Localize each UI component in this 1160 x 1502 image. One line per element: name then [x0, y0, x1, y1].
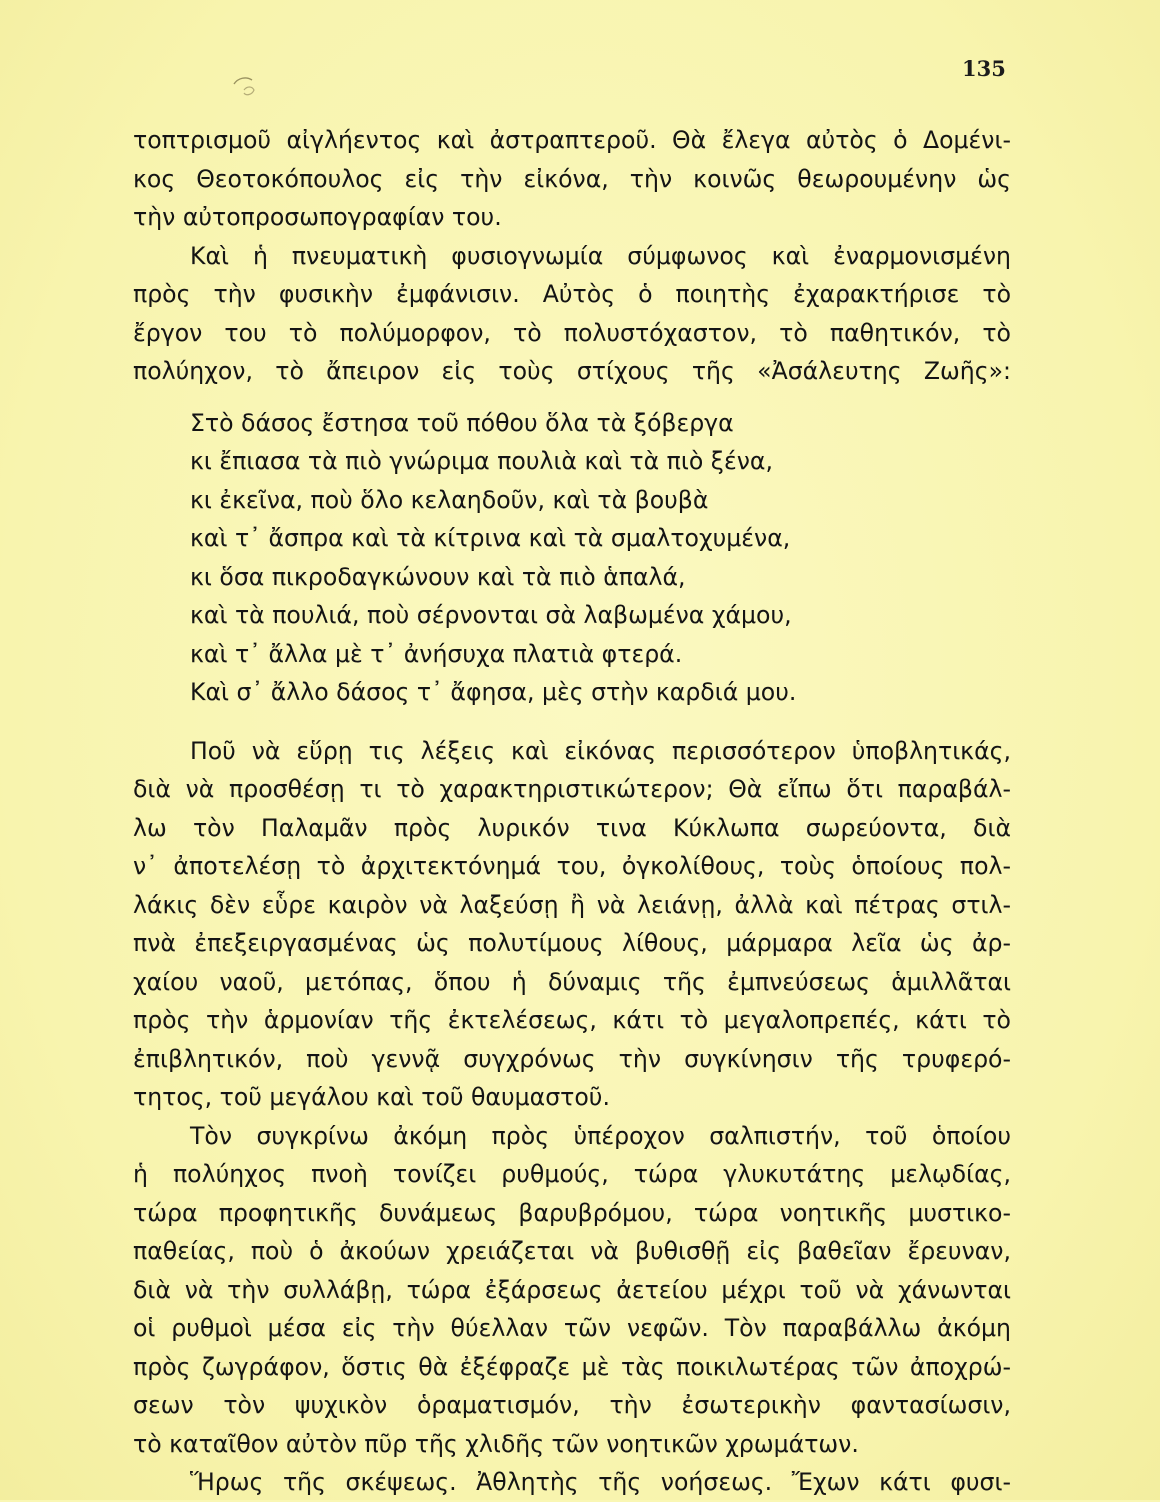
text-line: Τὸν συγκρίνω ἀκόμη πρὸς ὑπέροχον σαλπιστήν, τοῦ ὁποίου [190, 1121, 1011, 1150]
text-line: Καὶ ἡ πνευματικὴ φυσιογνωμία σύμφωνος καὶ ἐναρμονισμένη [190, 241, 1011, 270]
text-line: χαίου ναοῦ, μετόπας, ὅπου ἡ δύναμις τῆς ἐμπνεύσεως ἁμιλλᾶται [133, 967, 1011, 996]
text-line: τὸ καταῖθον αὐτὸν πῦρ τῆς χλιδῆς τῶν νοητικῶν χρωμάτων. [133, 1429, 859, 1458]
text-line: τὴν αὐτοπροσωπογραφίαν του. [133, 203, 502, 231]
text-line: ἐπιβλητικόν, ποὺ γεννᾷ συγχρόνως τὴν συγκίνησιν τῆς τρυφερό- [133, 1044, 1011, 1073]
text-line: λάκις δὲν εὗρε καιρὸν νὰ λαξεύσῃ ἢ νὰ λειάνῃ, ἀλλὰ καὶ πέτρας στιλ- [133, 890, 1011, 919]
text-line: πρὸς τὴν φυσικὴν ἐμφάνισιν. Αὐτὸς ὁ ποιητὴς ἐχαρακτήρισε τὸ [133, 280, 1011, 308]
verse-line: κι ὅσα πικροδαγκώνουν καὶ τὰ πιὸ ἁπαλά, [190, 562, 686, 591]
text-line: διὰ νὰ προσθέσῃ τι τὸ χαρακτηριστικώτερον; Θὰ εἴπω ὅτι παραβάλ- [133, 775, 1011, 803]
text-line: διὰ νὰ τὴν συλλάβῃ, τώρα ἐξάρσεως ἀετείου μέχρι τοῦ νὰ χάνωνται [133, 1275, 1011, 1304]
verse-line: καὶ τ᾽ ἄλλα μὲ τ᾽ ἀνήσυχα πλατιὰ φτερά. [190, 639, 683, 668]
text-line: κος Θεοτοκόπουλος εἰς τὴν εἰκόνα, τὴν κοινῶς θεωρουμένην ὡς [133, 164, 1011, 193]
text-line: τητος, τοῦ μεγάλου καὶ τοῦ θαυμαστοῦ. [133, 1083, 610, 1111]
verse-line: καὶ τὰ πουλιά, ποὺ σέρνονται σὰ λαβωμένα χάμου, [190, 601, 792, 629]
verse-line: Καὶ σ᾽ ἄλλο δάσος τ᾽ ἄφησα, μὲς στὴν καρδιά μου. [190, 678, 797, 706]
ink-mark-decoration [230, 72, 264, 102]
text-line: ἡ πολύηχος πνοὴ τονίζει ρυθμούς, τώρα γλυκυτάτης μελῳδίας, [133, 1160, 1011, 1188]
text-line: Ποῦ νὰ εὕρῃ τις λέξεις καὶ εἰκόνας περισσότερον ὑποβλητικάς, [190, 736, 1011, 765]
page-number: 135 [962, 56, 1006, 81]
verse-line: κι ἐκεῖνα, ποὺ ὅλο κελαηδοῦν, καὶ τὰ βουβὰ [190, 485, 709, 514]
text-line: πρὸς ζωγράφον, ὅστις θὰ ἐξέφραζε μὲ τὰς ποικιλωτέρας τῶν ἀποχρώ- [133, 1352, 1011, 1381]
verse-line: κι ἔπιασα τὰ πιὸ γνώριμα πουλιὰ καὶ τὰ πιὸ ξένα, [190, 447, 773, 475]
text-line: πρὸς τὴν ἁρμονίαν τῆς ἐκτελέσεως, κάτι τὸ μεγαλοπρεπές, κάτι τὸ [133, 1006, 1011, 1034]
text-line: ἔργον του τὸ πολύμορφον, τὸ πολυστόχαστον, τὸ παθητικόν, τὸ [133, 318, 1011, 347]
text-line: λω τὸν Παλαμᾶν πρὸς λυρικόν τινα Κύκλωπα σωρεύοντα, διὰ [133, 813, 1011, 842]
text-line: πνὰ ἐπεξειργασμένας ὡς πολυτίμους λίθους, μάρμαρα λεῖα ὡς ἀρ- [133, 929, 1011, 957]
text-line: πολύηχον, τὸ ἄπειρον εἰς τοὺς στίχους τῆς «Ἀσάλευτης Ζωῆς»: [133, 357, 1011, 385]
text-line: οἱ ρυθμοὶ μέσα εἰς τὴν θύελλαν τῶν νεφῶν. Τὸν παραβάλλω ἀκόμη [133, 1314, 1011, 1342]
verse-line: καὶ τ᾽ ἄσπρα καὶ τὰ κίτρινα καὶ τὰ σμαλτοχυμένα, [190, 524, 791, 552]
text-line: ν᾽ ἀποτελέσῃ τὸ ἀρχιτεκτόνημά του, ὀγκολίθους, τοὺς ὁποίους πολ- [133, 852, 1011, 880]
text-line: παθείας, ποὺ ὁ ἀκούων χρειάζεται νὰ βυθισθῇ εἰς βαθεῖαν ἔρευναν, [133, 1237, 1011, 1265]
text-line: τοπτρισμοῦ αἰγλήεντος καὶ ἀστραπτεροῦ. Θὰ ἔλεγα αὐτὸς ὁ Δομένι- [133, 126, 1011, 154]
spacer [133, 712, 1011, 732]
spacer [133, 391, 1011, 404]
text-line: τώρα προφητικῆς δυνάμεως βαρυβρόμου, τώρα νοητικῆς μυστικο- [133, 1198, 1011, 1227]
text-line: Ἥρως τῆς σκέψεως. Ἀθλητὴς τῆς νοήσεως. Ἔχων κάτι φυσι- [190, 1468, 1011, 1496]
body-text [133, 121, 1011, 1502]
text-line: σεων τὸν ψυχικὸν ὁραματισμόν, τὴν ἐσωτερικὴν φαντασίωσιν, [133, 1391, 1011, 1419]
verse-line: Στὸ δάσος ἔστησα τοῦ πόθου ὅλα τὰ ξόβεργα [190, 408, 734, 437]
